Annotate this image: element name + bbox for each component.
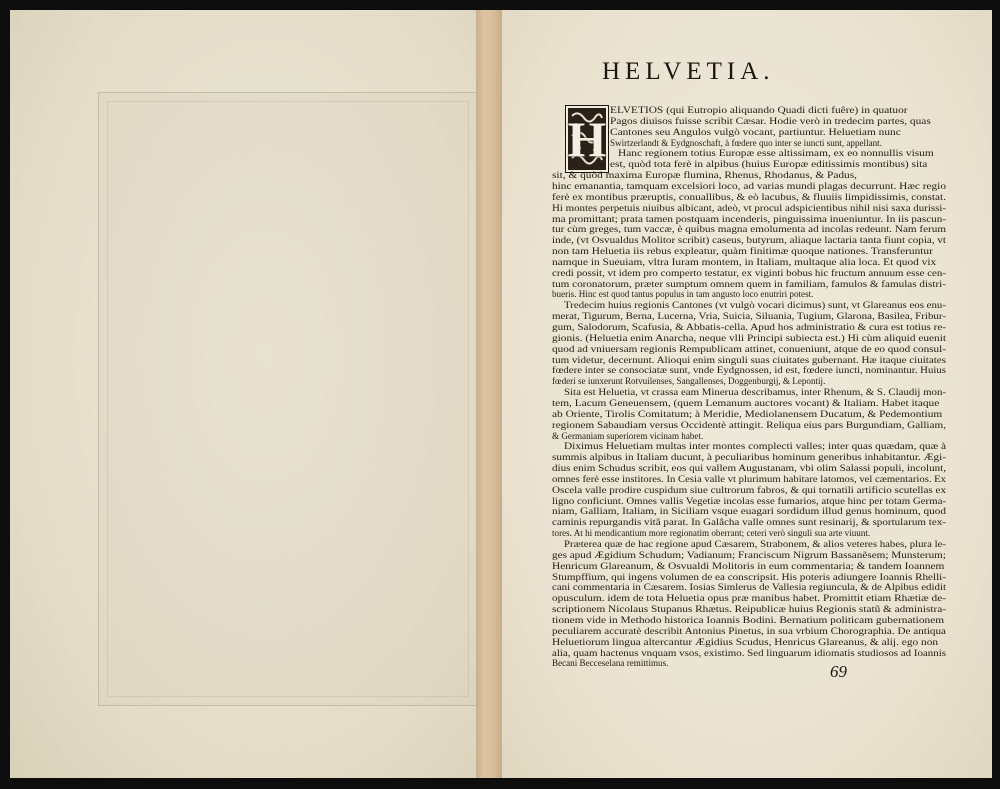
text-line: scriptionem Nicolaus Stupanus Rhætus. Reipublicæ huius Regionis statũ & administra- [552, 604, 946, 615]
text-line: niam, Galliam, Italiam, in Siciliam vsque euagari sordidum illud genus hominum, quod [552, 506, 946, 517]
map-show-through [98, 92, 478, 706]
text-line: bueris. Hinc est quod tantus populus in tam angusto loco enutriri potest. [552, 289, 814, 300]
text-line: fœderi se iunxerunt Rotvuilenses, Sangallenses, Doggenburgij, & Lepontij. [552, 376, 826, 387]
text-line: regionem Sabaudiam versus Occidentè attingit. Reliqua eius pars Burgundiam, Galliam, [552, 419, 946, 430]
text-line: Heluetiorum lingua altercantur Ægidius Scudus, Henricus Glareanus, & alij. ego non [552, 636, 939, 647]
text-line: ligno conficiunt. Omnes vallis Vegetiæ incolas esse fumarios, atque hinc per totam Germa- [552, 495, 946, 506]
text-line: tores. At hi mendicantium more regionatim oberrant; ceteri verò singuli sua arte viuunt. [552, 528, 871, 539]
page-title: HELVETIA. [602, 58, 775, 85]
drop-cap-letter: H [567, 111, 607, 167]
text-line: Sita est Heluetia, vt crassa eam Minerua describamus, inter Rhenum, & S. Claudij mon- [564, 387, 946, 398]
text-line: dius enim Schudus scribit, eos qui vallem Augustanam, vbi olim Salassi populi, incolunt, [552, 463, 946, 474]
text-line: Diximus Heluetiam multas inter montes complecti valles; inter quas quædam, quæ à [564, 441, 946, 452]
text-line: ges apud Ægidium Schudum; Vadianum; Franciscum Nigrum Bassanẽsem; Munsterum; [552, 549, 946, 560]
atlas-sheet [10, 10, 992, 778]
text-line: Pagos diuisos fuisse scribit Cæsar. Hodie verò in tredecim partes, quas [610, 115, 931, 126]
text-line: & Germaniam superiorem vicinam habet. [552, 430, 704, 441]
text-line: est, quòd tota ferè in alpibus (huius Europæ editissimis montibus) sita [610, 159, 928, 170]
text-line: fœdere inter se consociatæ sunt, vnde Eydgnossen, id est, fœdere iuncti, nominantur. Huius [552, 365, 946, 376]
text-line: sit, & quòd maxima Europæ flumina, Rhenus, Rhodanus, & Padus, [552, 170, 858, 181]
text-line: credi possit, vt idem pro comperto testatur, ex viginti bobus hic fructum annuum esse cen- [552, 267, 946, 278]
text-line: alia, quam hactenus vnquam vsos, existimo. Sed linguarum idiomatis studiosos ad Ioannis [552, 647, 946, 658]
text-line: Becani Becceselana remittimus. [552, 658, 669, 669]
text-line: hinc emanantia, tamquam excelsiori loco, ad varias mundi plagas decurrunt. Hæc regio [552, 180, 946, 191]
decorated-initial [565, 105, 609, 173]
text-line: Swirtzerlandt & Eydgnoschaft, à fœdere quo inter se iuncti sunt, appellant. [610, 137, 882, 148]
text-line: omnes ferè esse institores. In Cesia valle vt plurimum habitare latomos, vel cæmentarios. Ex [552, 473, 946, 484]
text-line: gionis. (Heluetia enim Anarcha, neque vlli Principi subiecta est.) Hi cùm aliquid euenit [552, 332, 946, 343]
text-line: ELVETIOS (qui Eutropio aliquando Quadi dicti fuêre) in quatuor [610, 105, 908, 115]
text-line: peculiarem accuratè describit Antonius Pinetus, in sua vrbium Chorographia. De antiqua [552, 625, 946, 636]
text-line: non tam Heluetia iis rebus expleatur, quàm finitimæ quoque nationes. Transferuntur [552, 246, 933, 257]
text-line: tum coronatorum, præter sumptum omnem quem in familiam, famulos & famulas distri- [552, 278, 946, 289]
text-line: Cantones seu Angulos vulgò vocant, partiuntur. Heluetiam nunc [610, 126, 901, 137]
text-line: summis alpibus in Italiam ducunt, à peculiaribus hominum generibus inhabitantur. Ægi- [552, 452, 946, 463]
text-line: caminis repurgandis vitã parat. In Galâcha valle omnes sunt resinarij, & sportularum tex- [552, 517, 946, 528]
text-line: Hi montes perpetuis niuibus albicant, adeò, vt procul adspicientibus nihil nisi saxa durissi- [552, 202, 946, 213]
text-line: gum, Salodorum, Scafusia, & Abbatis-cella. Apud hos administratio & cura est totius re- [552, 322, 946, 332]
text-line: ab Oriente, Tirolis Comitatum; à Meridie, Mediolanensem Ducatum, & Pedemontium [552, 408, 943, 419]
text-line: tur cùm greges, tum vaccæ, è quibus magna emolumenta ad incolas redeunt. Nam ferum [552, 224, 946, 235]
text-line: Præterea quæ de hac regione apud Cæsarem, Strabonem, & alios veteres habes, plura le- [564, 539, 946, 549]
text-line: tem, Lacum Geneuensem, (quem Lemanum auctores vocant) & Italiam. Habet itaque [552, 397, 940, 408]
text-line: quod ad vniuersam regionis Rempublicam attinet, conueniunt, atque de eo quod consul- [552, 343, 946, 354]
text-line: Stumpffium, qui ingens volumen de ea conscripsit. His poteris adiungere Ioannis Rhelli- [552, 571, 946, 582]
page-number: 69 [830, 662, 847, 681]
center-fold [476, 10, 502, 778]
text-line: inde, (vt Osvualdus Molitor scribit) caseus, butyrum, aliaque lactaria tanta fiunt copia, vt [552, 235, 946, 246]
left-page-verso [10, 10, 476, 778]
text-line: merat, Tigurum, Berna, Lucerna, Vria, Suicia, Siluania, Tugium, Glarona, Basilea, Fribur- [552, 311, 946, 322]
text-line: cani commentaria in Cæsarem. Iosias Simlerus de Vallesia regiuncula, & de Alpibus edidit [552, 582, 946, 593]
text-line: tionem vide in Methodo historica Ioannis Bodini. Bernatium politicam gubernationem [552, 614, 945, 625]
text-line: ferè ex montibus præruptis, conuallibus, & eò lacubus, & fluuiis limpidissimis, constat. [552, 191, 946, 202]
text-line: Hanc regionem totius Europæ esse altissimam, ex eo nonnullis visum [618, 148, 934, 159]
text-line: namque in Sueuiam, vltra Iuram montem, in Italiam, multaque alia loca. Et quod vix [552, 256, 937, 267]
text-line: Oscela valle prodire cuspidum siue cultrorum fabros, & qui tornatili artificio scutellas ex [552, 484, 946, 495]
right-page-recto [502, 10, 992, 778]
text-line: Tredecim huius regionis Cantones (vt vulgò vocari dicimus) sunt, vt Glareanus eos enu- [564, 300, 946, 311]
text-line: Henricum Glareanum, & Osvualdi Molitoris in eum commentaria; & tandem Ioannem [552, 560, 945, 571]
text-line: opusculum. idem de tota Heluetia opus præ manibus habet. Promittit etiam Rhætiæ de- [552, 593, 946, 604]
text-line: ma promittant; prata tamen postquam incenderis, pinguissima inueniuntur. In iis pascun- [552, 213, 946, 224]
text-line: tum videtur, decernunt. Alioqui enim singuli suas ciuitates gubernant. Hæ itaque ciuitates [552, 354, 946, 365]
